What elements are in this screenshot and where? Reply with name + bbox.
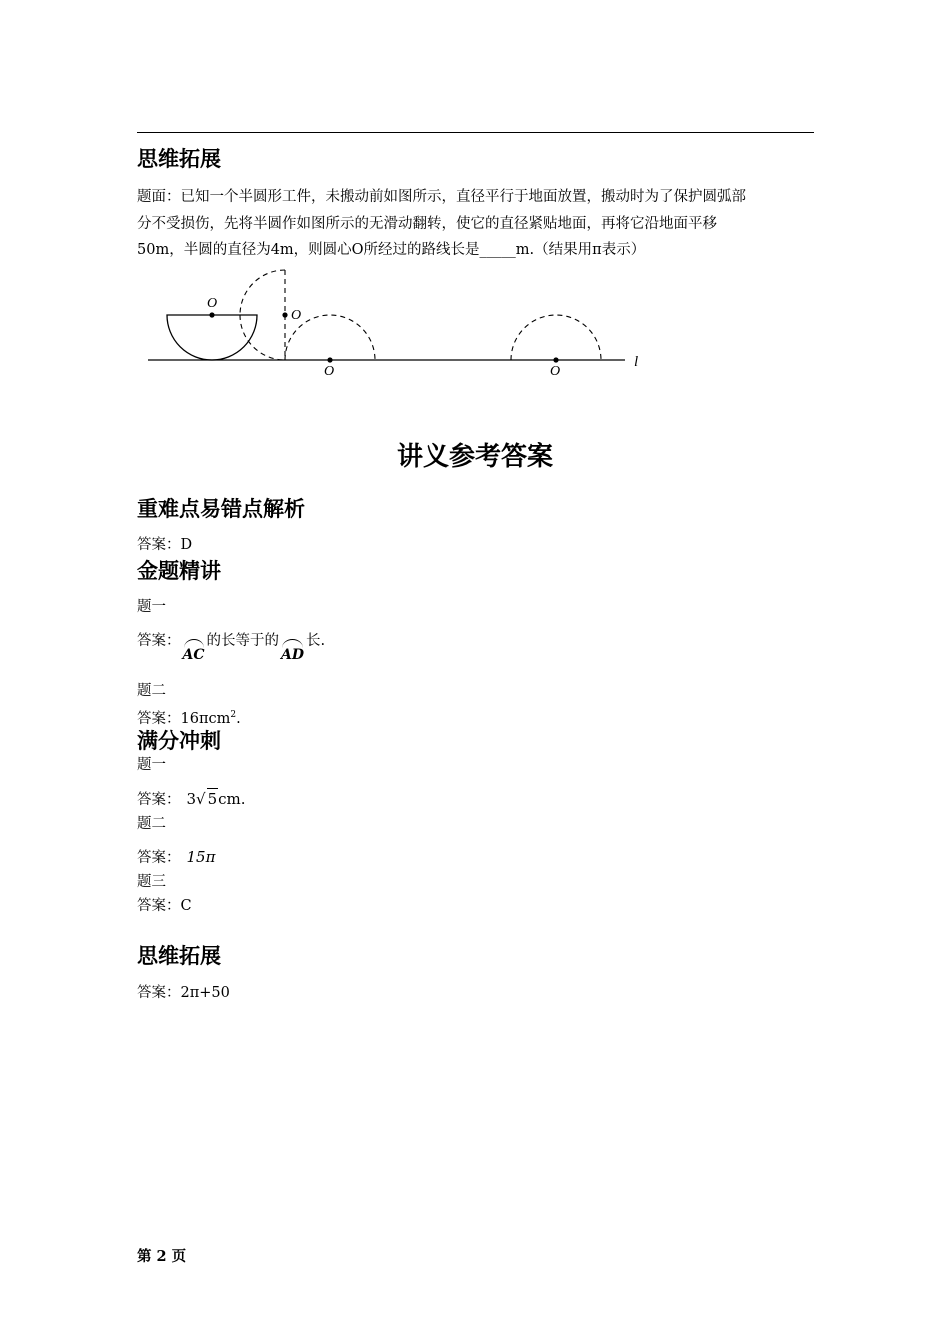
problem-text — [137, 184, 817, 264]
problem-line-2: 分不受损伤，先将半圆作如图所示的无滑动翻转，使它的直径紧贴地面，再将它沿地面平移 — [137, 215, 717, 232]
arc-ac: AC — [182, 647, 205, 663]
golden-q2-label: 题二 — [137, 683, 166, 699]
section-title-full-score: 满分冲刺 — [137, 729, 221, 753]
label-line-l: l — [634, 354, 639, 370]
golden-q1-label: 题一 — [137, 599, 166, 615]
sqrt-symbol: √ — [196, 790, 206, 808]
answer-prefix: 答案： — [137, 633, 181, 649]
math-unit: cm. — [218, 790, 246, 808]
problem-line-3: 50m，半圆的直径为4m，则圆心O所经过的路线长是_____m.（结果用π表示） — [137, 242, 646, 258]
arc-ad: AD — [281, 647, 305, 663]
full-q1-label: 题一 — [137, 757, 166, 773]
rotated-arc-lower — [240, 315, 285, 360]
answer-superscript: 2 — [230, 710, 237, 720]
center-point-3 — [327, 357, 332, 362]
thinking-answer: 答案：2π+50 — [137, 985, 230, 1001]
page-number: 第 2 页 — [137, 1248, 187, 1265]
answer-key-points: 答案：D — [137, 537, 193, 553]
semicircle-rolling-figure — [140, 262, 650, 380]
sqrt-radicand: 5 — [207, 790, 218, 808]
label-o-1: O — [207, 296, 218, 311]
problem-line-1: 题面：已知一个半圆形工件，未搬动前如图所示，直径平行于地面放置，搬动时为了保护圆弧部 — [137, 189, 746, 205]
answer-suffix: 长. — [306, 633, 326, 649]
full-q2-label: 题二 — [137, 816, 166, 832]
label-o-3: O — [324, 364, 335, 379]
answer-value: 答案：16πcm — [137, 710, 231, 727]
semicircle-after-translate — [511, 315, 601, 360]
answer-prefix: 答案： — [137, 792, 181, 808]
answers-title: 讲义参考答案 — [396, 442, 553, 472]
full-q1-answer — [137, 788, 246, 810]
answer-prefix: 答案： — [137, 850, 181, 866]
rotated-arc-quarter — [240, 270, 285, 315]
section-title-thinking: 思维拓展 — [137, 147, 221, 171]
full-q2-answer — [137, 847, 215, 868]
section-title-golden: 金题精讲 — [137, 559, 221, 583]
section-title-thinking-answer: 思维拓展 — [137, 944, 221, 968]
math-value: 15π — [186, 848, 216, 866]
section-title-key-points: 重难点易错点解析 — [137, 497, 305, 521]
label-o-4: O — [550, 364, 561, 379]
semicircle-initial — [167, 315, 257, 360]
center-point-2 — [282, 312, 287, 317]
answer-period: . — [236, 710, 241, 727]
golden-q2-answer — [137, 705, 241, 729]
answer-mid-text: 的长等于的 — [206, 633, 280, 649]
full-q3-answer: 答案：C — [137, 898, 192, 914]
top-rule — [137, 132, 814, 133]
math-coefficient: 3 — [186, 790, 197, 808]
center-point-4 — [553, 357, 558, 362]
center-point-1 — [209, 312, 214, 317]
full-q3-label: 题三 — [137, 874, 166, 890]
golden-q1-answer — [137, 631, 326, 663]
label-o-2: O — [291, 308, 302, 323]
